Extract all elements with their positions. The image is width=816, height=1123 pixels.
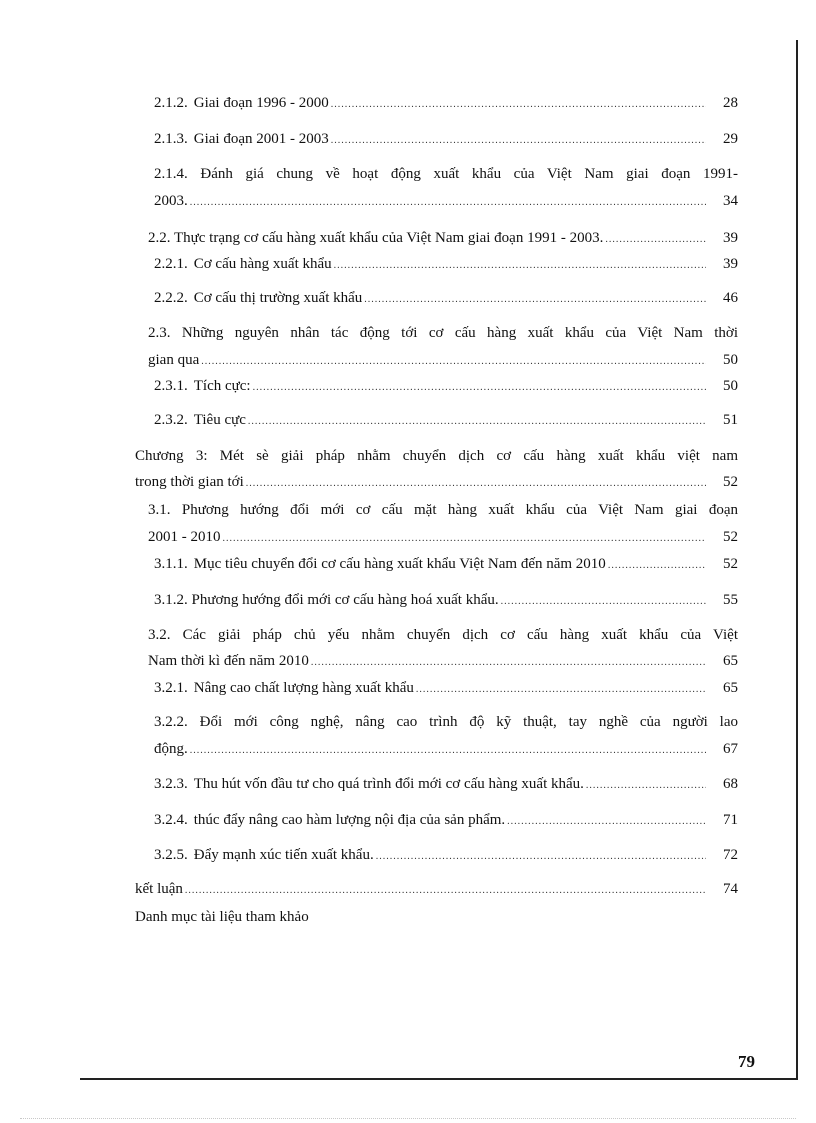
dot-leader (253, 377, 706, 399)
toc-entry-2-2[interactable] (148, 227, 738, 249)
toc-entry-page: 50 (723, 378, 738, 394)
toc-entry-page: 65 (723, 680, 738, 696)
dot-leader (223, 528, 707, 550)
dot-leader (190, 192, 706, 214)
dot-leader (608, 555, 706, 577)
toc-entry-title: Cơ cấu thị trường xuất khẩu (193, 290, 363, 306)
toc-entry-page: 68 (723, 776, 738, 792)
toc-entry-2-2-2[interactable] (154, 287, 738, 309)
toc-entry-number: 3.2.4. (154, 812, 188, 828)
toc-entry-page: 71 (723, 812, 738, 828)
toc-entry-2-3-line2[interactable] (148, 349, 738, 371)
toc-entry-references[interactable]: Danh mục tài liệu tham khảo (135, 909, 309, 925)
toc-entry-number: 2.3.2. (154, 412, 188, 428)
toc-entry-3-2-3[interactable] (154, 773, 738, 795)
dot-leader (334, 255, 706, 277)
toc-entry-3-1-line1[interactable]: 3.1. Phương hướng đổi mới cơ cấu mặt hàng xuất khẩu của Việt Nam giai đoạn (148, 502, 738, 518)
toc-entry-page: 34 (723, 193, 738, 209)
toc-entry-number: 3.1.1. (154, 556, 188, 572)
dot-leader (246, 473, 706, 495)
toc-entry-2-3-1[interactable] (154, 375, 738, 397)
toc-entry-page: 46 (723, 290, 738, 306)
toc-entry-page: 65 (723, 653, 738, 669)
toc-entry-title: Tiêu cực (193, 412, 246, 428)
toc-entry-page: 29 (723, 131, 738, 147)
dot-leader (416, 679, 706, 701)
dot-leader (190, 740, 706, 762)
toc-entry-title: động. (154, 741, 188, 757)
toc-entry-title: trong thời gian tới (135, 474, 244, 490)
toc-entry-3-2-1[interactable] (154, 677, 738, 699)
toc-entry-page: 52 (723, 529, 738, 545)
dot-leader (376, 846, 706, 868)
toc-entry-3-2-line1[interactable]: 3.2. Các giải pháp chủ yếu nhằm chuyển dịch cơ cấu hàng xuất khẩu của Việt (148, 627, 738, 643)
toc-entry-3-2-line2[interactable] (148, 650, 738, 672)
toc-entry-title: Cơ cấu hàng xuất khẩu (193, 256, 332, 272)
toc-entry-3-1-2[interactable] (154, 589, 738, 611)
dot-leader (331, 94, 706, 116)
toc-entry-title: 2001 - 2010 (148, 529, 221, 545)
toc-entry-title: gian qua (148, 352, 200, 368)
toc-entry-number: 2.2.2. (154, 290, 188, 306)
toc-entry-2-2-1[interactable] (154, 253, 738, 275)
toc-entry-title: Mục tiêu chuyển đổi cơ cấu hàng xuất khẩu Việt Nam đến năm 2010 (193, 556, 606, 572)
toc-entry-3-2-4[interactable] (154, 809, 738, 831)
dot-leader (201, 351, 706, 373)
dot-leader (331, 130, 706, 152)
toc-entry-title: Đẩy mạnh xúc tiến xuất khẩu. (193, 847, 374, 863)
toc-entry-title: thúc đẩy nâng cao hàm lượng nội địa của sản phẩm. (193, 812, 506, 828)
bottom-dotted-rule (20, 1118, 796, 1119)
toc-entry-page: 39 (723, 256, 738, 272)
toc-entry-title: Thu hút vốn đầu tư cho quá trình đổi mới cơ cấu hàng xuất khẩu. (193, 776, 584, 792)
toc-entry-page: 50 (723, 352, 738, 368)
toc-entry-page: 67 (723, 741, 738, 757)
dot-leader (586, 775, 706, 797)
toc-entry-page: 52 (723, 556, 738, 572)
page-number: 79 (738, 1052, 755, 1071)
toc-entry-title: Nâng cao chất lượng hàng xuất khẩu (193, 680, 414, 696)
toc-entry-number: 3.1.2. (154, 592, 188, 608)
toc-entry-number: 2.2.1. (154, 256, 188, 272)
toc-entry-chapter-3-line1[interactable]: Chương 3: Mét sè giải pháp nhằm chuyển dịch cơ cấu hàng xuất khẩu việt nam (135, 448, 738, 464)
toc-entry-number: 2.1.2. (154, 95, 188, 111)
toc-entry-3-2-2-line2[interactable] (154, 738, 738, 760)
toc-entry-title: Giai đoạn 1996 - 2000 (193, 95, 329, 111)
toc-entry-title: kết luận (135, 881, 183, 897)
toc-entry-title (154, 589, 499, 611)
dot-leader (364, 289, 706, 311)
toc-entry-title: Tích cực: (193, 378, 251, 394)
toc-entry-3-1-line2[interactable] (148, 526, 738, 548)
toc-entry-3-1-1[interactable] (154, 553, 738, 575)
toc-entry-number: 2.3.1. (154, 378, 188, 394)
toc-entry-title: Nam thời kì đến năm 2010 (148, 653, 309, 669)
toc-entry-page: 28 (723, 95, 738, 111)
toc-entry-page: 74 (723, 881, 738, 897)
toc-entry-page: 55 (723, 592, 738, 608)
toc-entry-title: 2003. (154, 193, 188, 209)
dot-leader (501, 591, 706, 613)
dot-leader (248, 411, 706, 433)
toc-entry-2-1-4-line1[interactable]: 2.1.4. Đánh giá chung về hoạt động xuất khẩu của Việt Nam giai đoạn 1991- (154, 166, 738, 182)
dot-leader (507, 811, 706, 833)
toc-entry-page: 39 (723, 230, 738, 246)
toc-entry-2-1-4-line2[interactable] (154, 190, 738, 212)
toc-entry-page: 52 (723, 474, 738, 490)
toc-entry-chapter-3-line2[interactable] (135, 471, 738, 493)
toc-entry-number: 2.1.3. (154, 131, 188, 147)
toc-entry-title: Giai đoạn 2001 - 2003 (193, 131, 329, 147)
toc-entry-2-1-3[interactable] (154, 128, 738, 150)
toc-entry-title: 2.2. Thực trạng cơ cấu hàng xuất khẩu của Việt Nam giai đoạn 1991 - 2003. (148, 230, 604, 246)
toc-entry-ket-luan[interactable] (135, 878, 738, 900)
toc-entry-page: 51 (723, 412, 738, 428)
toc-entry-3-2-5[interactable] (154, 844, 738, 866)
toc-entry-3-2-2-line1[interactable]: 3.2.2. Đổi mới công nghệ, nâng cao trình độ kỹ thuật, tay nghề của người lao (154, 714, 738, 730)
toc-entry-2-1-2[interactable] (154, 92, 738, 114)
toc-entry-page: 72 (723, 847, 738, 863)
toc-entry-number: 3.2.1. (154, 680, 188, 696)
toc-entry-2-3-line1[interactable]: 2.3. Những nguyên nhân tác động tới cơ cấu hàng xuất khẩu của Việt Nam thời (148, 325, 738, 341)
dot-leader (185, 880, 706, 902)
dot-leader (605, 229, 706, 251)
dot-leader (311, 652, 706, 674)
toc-entry-title-text: Phương hướng đổi mới cơ cấu hàng hoá xuất khẩu. (191, 592, 499, 608)
toc-entry-number: 3.2.3. (154, 776, 188, 792)
toc-entry-2-3-2[interactable] (154, 409, 738, 431)
toc-entry-number: 3.2.5. (154, 847, 188, 863)
